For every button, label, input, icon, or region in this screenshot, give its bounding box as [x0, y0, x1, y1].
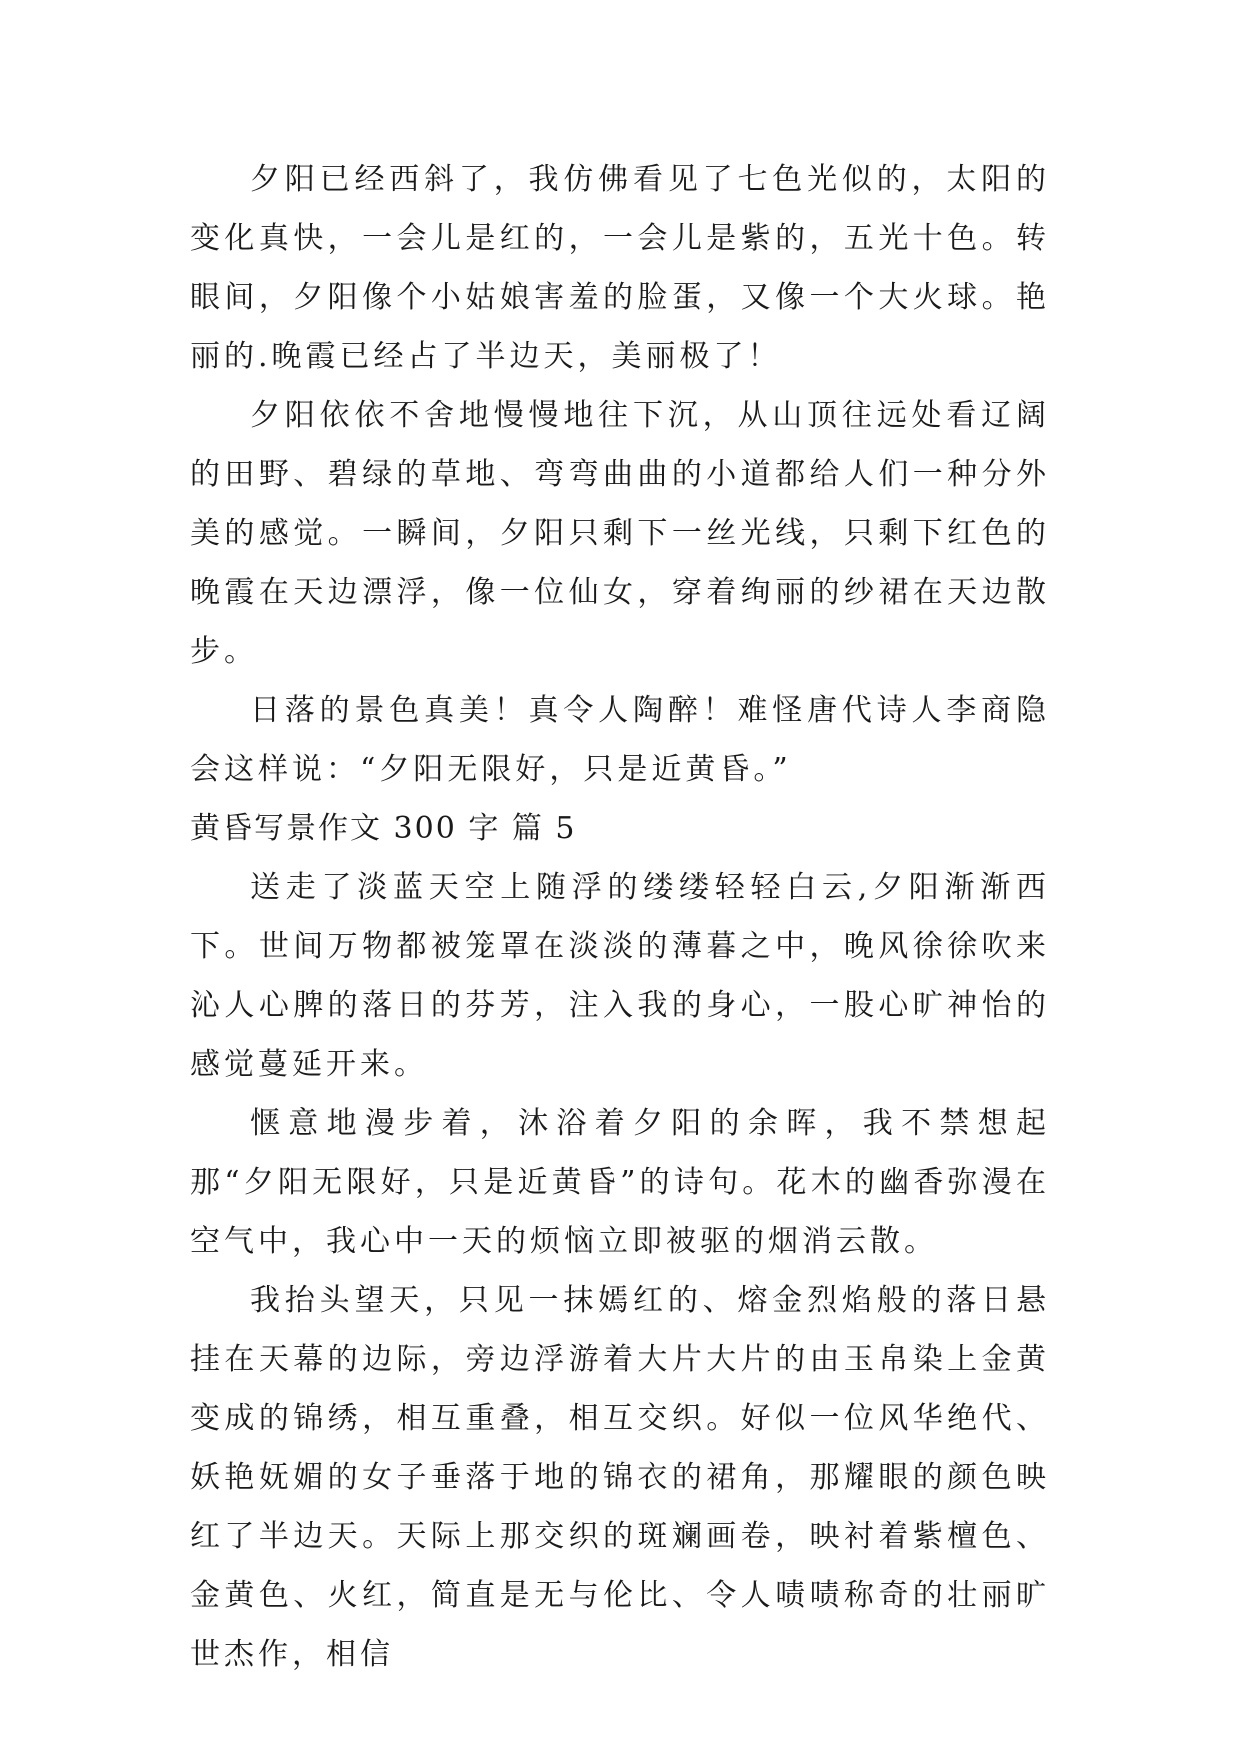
paragraph-sunset-colors: 夕阳已经西斜了，我仿佛看见了七色光似的，太阳的变化真快，一会儿是红的，一会儿是紫的，五光十色。转眼间，夕阳像个小姑娘害羞的脸蛋，又像一个大火球。艳丽的.晚霞已经占了半边天，美丽极了！: [190, 162, 1050, 374]
paragraph-clouds: 送走了淡蓝天空上随浮的缕缕轻轻白云,夕阳渐渐西下。世间万物都被笼罩在淡淡的薄暮之中，晚风徐徐吹来沁人心脾的落日的芬芳，注入我的身心，一股心旷神怡的感觉蔓延开来。: [190, 870, 1050, 1082]
paragraph-sunset-poem: 日落的景色真美！真令人陶醉！难怪唐代诗人李商隐会这样说：“夕阳无限好，只是近黄昏。”: [190, 693, 1050, 787]
section-heading: 黄昏写景作文 300 字 篇 5: [190, 811, 577, 846]
paragraph-sunset-sinking: 夕阳依依不舍地慢慢地往下沉，从山顶往远处看辽阔的田野、碧绿的草地、弯弯曲曲的小道都给人们一种分外美的感觉。一瞬间，夕阳只剩下一丝光线，只剩下红色的晚霞在天边漂浮，像一位仙女，穿着绚丽的纱裙在天边散步。: [190, 398, 1050, 669]
paragraph-strolling: 惬意地漫步着，沐浴着夕阳的余晖，我不禁想起那“夕阳无限好，只是近黄昏”的诗句。花木的幽香弥漫在空气中，我心中一天的烦恼立即被驱的烟消云散。: [190, 1106, 1050, 1259]
paragraph-sky: 我抬头望天，只见一抹嫣红的、熔金烈焰般的落日悬挂在天幕的边际，旁边浮游着大片大片的由玉帛染上金黄变成的锦绣，相互重叠，相互交织。好似一位风华绝代、妖艳妩媚的女子垂落于地的锦衣的裙角，那耀眼的颜色映红了半边天。天际上那交织的斑斓画卷，映衬着紫檀色、金黄色、火红，简直是无与伦比、令人啧啧称奇的壮丽旷世杰作，相信: [190, 1283, 1050, 1672]
document-page: [190, 150, 1050, 1684]
